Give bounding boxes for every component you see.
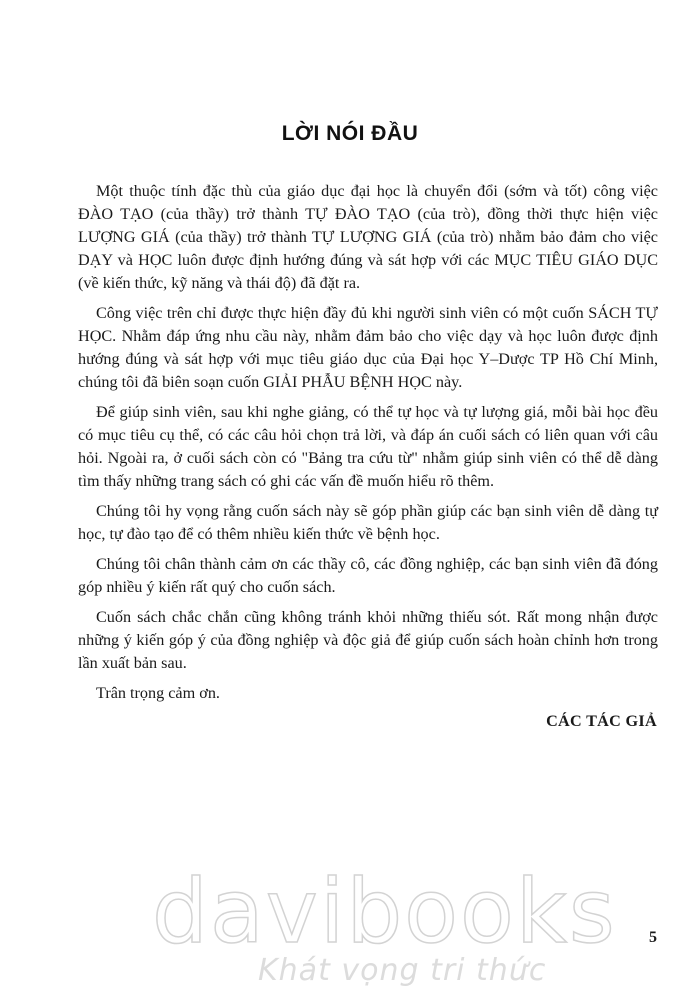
paragraph-6: Cuốn sách chắc chắn cũng không tránh khỏi những thiếu sót. Rất mong nhận được những ý kiến góp ý của đồng nghiệp và độc giả để giúp cuốn sách hoàn chỉnh hơn trong lần xuất bản sau.: [78, 608, 658, 672]
preface-body: [78, 180, 658, 712]
paragraph-1: Một thuộc tính đặc thù của giáo dục đại học là chuyển đổi (sớm và tốt) công việc ĐÀO TẠO (của thầy) trở thành TỰ ĐÀO TẠO (của trò), đồng thời thực hiện việc LƯỢNG GIÁ (của thầy) trở thành TỰ LƯỢNG GIÁ (của trò) nhằm bảo đảm cho việc DẠY và HỌC luôn được định hướng đúng và sát hợp với các MỤC TIÊU GIÁO DỤC (về kiến thức, kỹ năng và thái độ) đã đặt ra.: [78, 182, 658, 292]
watermark-brand: davibooks: [152, 860, 617, 963]
paragraph-2: Công việc trên chỉ được thực hiện đầy đủ khi người sinh viên có một cuốn SÁCH TỰ HỌC. Nhằm đáp ứng nhu cầu này, nhằm đảm bảo cho việc dạy và học luôn được định hướng đúng và sát hợp với mục tiêu giáo dục của Đại học Y–Dược TP Hồ Chí Minh, chúng tôi đã biên soạn cuốn GIẢI PHẪU BỆNH HỌC này.: [78, 304, 658, 391]
watermark-tagline: Khát vọng tri thức: [258, 953, 547, 988]
page-title: LỜI NÓI ĐẦU: [281, 122, 419, 145]
paragraph-3: Để giúp sinh viên, sau khi nghe giảng, có thể tự học và tự lượng giá, mỗi bài học đều có mục tiêu cụ thể, có các câu hỏi chọn trả lời, và đáp án cuối sách có liên quan với câu hỏi. Ngoài ra, ở cuối sách còn có "Bảng tra cứu từ" nhằm giúp sinh viên có thể dễ dàng tìm thấy những trang sách có ghi các vấn đề muốn hiểu rõ thêm.: [78, 403, 658, 490]
signature: CÁC TÁC GIẢ: [546, 712, 657, 730]
closing-line: Trân trọng cảm ơn.: [96, 684, 220, 702]
page-number: 5: [649, 929, 657, 946]
paragraph-5: Chúng tôi chân thành cảm ơn các thầy cô, các đồng nghiệp, các bạn sinh viên đã đóng góp nhiều ý kiến rất quý cho cuốn sách.: [78, 555, 658, 596]
paragraph-4: Chúng tôi hy vọng rằng cuốn sách này sẽ góp phần giúp các bạn sinh viên dễ dàng tự học, tự đào tạo để có thêm nhiều kiến thức về bệnh học.: [78, 502, 658, 543]
